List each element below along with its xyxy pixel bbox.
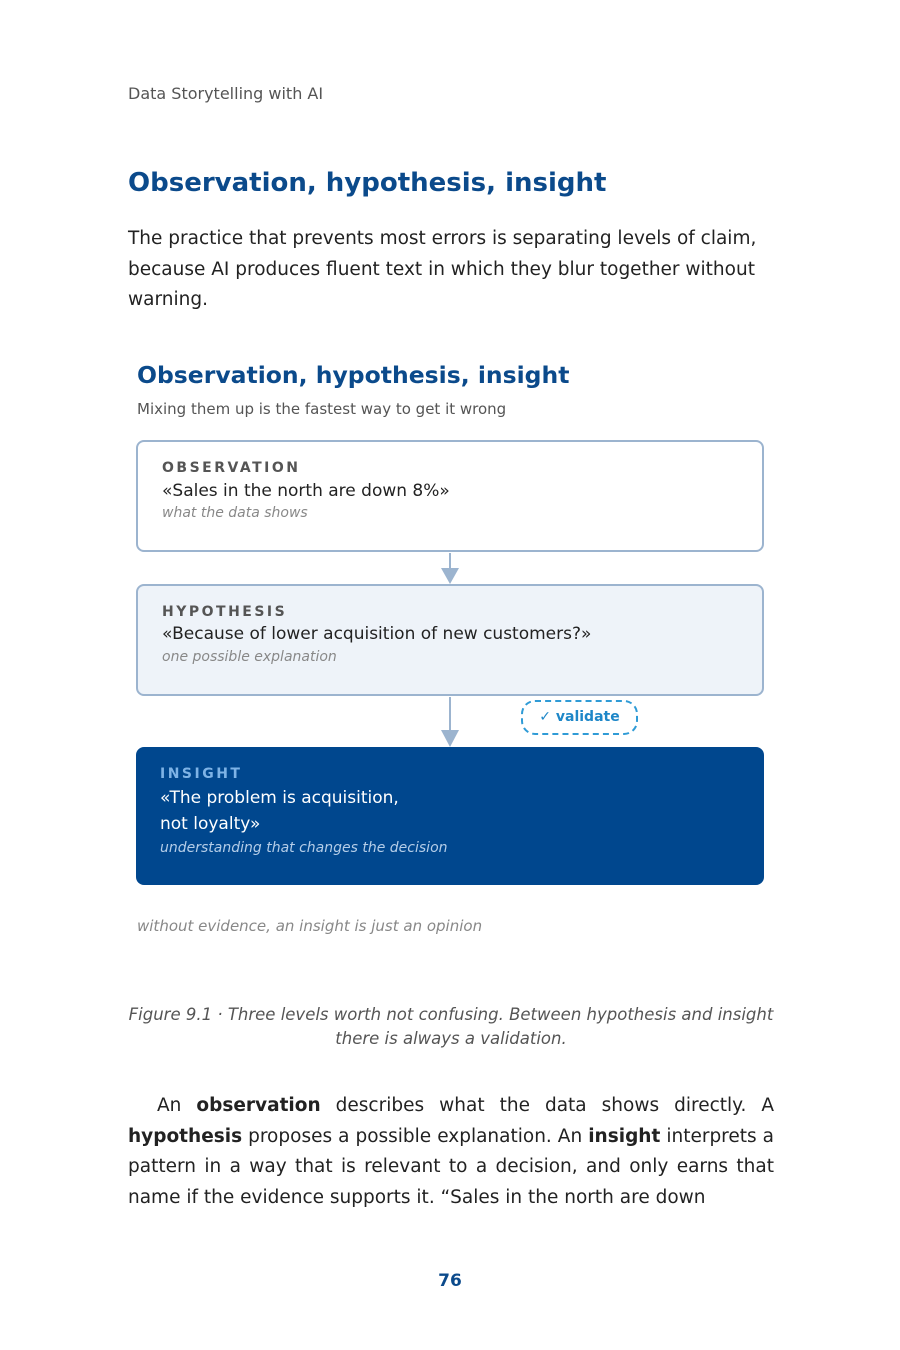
section-title: Observation, hypothesis, insight: [128, 168, 607, 198]
term-hypothesis: hypothesis: [128, 1125, 243, 1147]
term-observation: observation: [196, 1095, 321, 1116]
insight-label: INSIGHT: [160, 766, 243, 782]
body-text: describes what the data shows directly. A: [320, 1095, 774, 1116]
body-text: interprets a pattern in a way that is relevant to a decision, and only earns that name if the evidence supports it. “Sales in the north are down: [128, 1125, 774, 1208]
running-header: Data Storytelling with AI: [128, 84, 324, 103]
arrow-down-icon: [440, 553, 460, 584]
figure-footer-note: without evidence, an insight is just an opinion: [137, 917, 483, 935]
hypothesis-quote: «Because of lower acquisition of new customers?»: [162, 624, 592, 644]
insight-note: understanding that changes the decision: [160, 840, 448, 856]
hypothesis-label: HYPOTHESIS: [162, 604, 288, 620]
figure-title: Observation, hypothesis, insight: [137, 361, 570, 389]
body-text: proposes a possible explanation. An: [242, 1125, 589, 1147]
insight-quote-line1: «The problem is acquisition,: [160, 788, 399, 808]
figure-caption: Figure 9.1 · Three levels worth not confusing. Between hypothesis and insight there is always a validation.: [128, 1005, 774, 1048]
hypothesis-box: [136, 584, 764, 696]
figure-subtitle: Mixing them up is the fastest way to get it wrong: [137, 400, 507, 418]
term-insight: insight: [588, 1125, 661, 1147]
observation-quote: «Sales in the north are down 8%»: [162, 481, 450, 501]
body-paragraph: [128, 1091, 774, 1213]
hypothesis-note: one possible explanation: [162, 649, 337, 665]
body-text: An: [157, 1095, 197, 1116]
page-number: 76: [438, 1271, 462, 1291]
arrow-down-icon: [440, 697, 460, 747]
observation-label: OBSERVATION: [162, 460, 301, 476]
validate-tag: ✓ validate: [521, 700, 638, 735]
observation-note: what the data shows: [162, 505, 308, 521]
insight-box: [136, 747, 764, 885]
intro-paragraph: The practice that prevents most errors is separating levels of claim, because AI produces fluent text in which they blur together without warning.: [128, 228, 757, 310]
observation-box: [136, 440, 764, 552]
insight-quote-line2: not loyalty»: [160, 814, 261, 834]
